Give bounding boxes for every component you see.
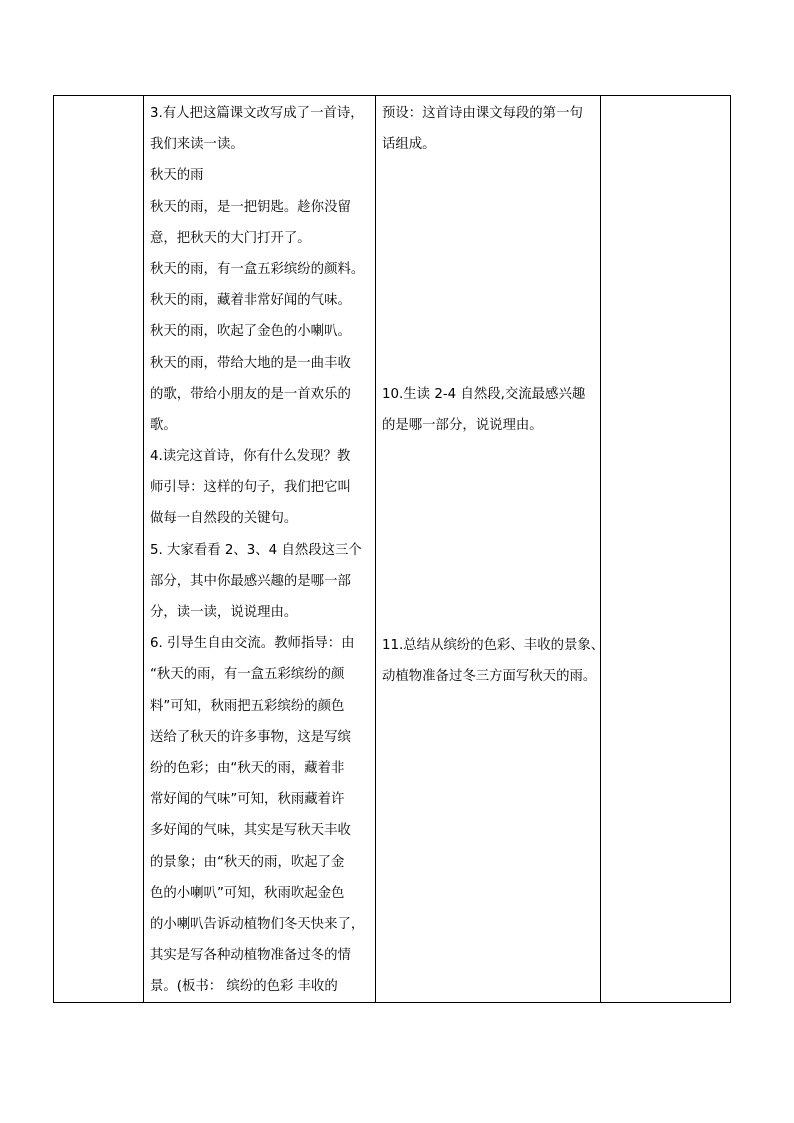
student-step-10-block xyxy=(382,379,598,441)
teacher-line: “秋天的雨，有一盒五彩缤纷的颜 xyxy=(150,667,345,683)
teacher-activity-cell xyxy=(144,96,376,1003)
student-activity-cell xyxy=(376,96,605,1003)
teacher-line: 3.有人把这篇课文改写成了一首诗， xyxy=(150,106,364,121)
teacher-line: 师引导：这样的句子，我们把它叫 xyxy=(150,480,351,496)
teacher-line: 4.读完这首诗，你有什么发现？教 xyxy=(150,449,351,465)
teacher-line: 色的小喇叭”可知，秋雨吹起金色 xyxy=(150,885,345,901)
lesson-plan-table xyxy=(53,95,731,1003)
teacher-line: 歌。 xyxy=(150,417,177,433)
teacher-line: 秋天的雨，带给大地的是一曲丰收 xyxy=(150,355,351,371)
teacher-line: 其实是写各种动植物准备过冬的情 xyxy=(150,948,351,964)
student-step-11-block xyxy=(382,630,605,692)
teacher-line: 的小喇叭告诉动植物们冬天快来了， xyxy=(150,916,365,932)
teacher-line: 秋天的雨，藏着非常好闻的气味。 xyxy=(150,293,351,309)
teacher-line: 的歌，带给小朋友的是一首欢乐的 xyxy=(150,386,351,402)
teacher-line: 多好闻的气味，其实是写秋天丰收 xyxy=(150,823,351,839)
teacher-line: 分，读一读，说说理由。 xyxy=(150,605,298,620)
teacher-line: 常好闻的气味”可知，秋雨藏着许 xyxy=(150,792,345,808)
teacher-line: 景。(板书： 缤纷的色彩 丰收的 xyxy=(150,979,338,995)
teacher-line: 部分，其中你最感兴趣的是哪一部 xyxy=(150,573,351,589)
teacher-line: 送给了秋天的许多事物，这是写缤 xyxy=(150,729,351,745)
student-line: 动植物准备过冬三方面写秋天的雨。 xyxy=(382,669,597,685)
teacher-line: 意，把秋天的大门打开了。 xyxy=(150,230,311,246)
teacher-line: 的景象；由“秋天的雨，吹起了金 xyxy=(150,854,345,870)
student-line: 10.生读 2-4 自然段,交流最感兴趣 xyxy=(382,387,586,402)
teacher-line: 5. 大家看看 2、3、4 自然段这三个 xyxy=(150,542,362,558)
teacher-line: 纷的色彩；由“秋天的雨，藏着非 xyxy=(150,760,345,776)
table-row xyxy=(54,96,731,1003)
student-line: 话组成。 xyxy=(382,137,436,153)
teacher-line: 秋天的雨 xyxy=(150,168,204,184)
teacher-line: 做每一自然段的关键句。 xyxy=(150,511,298,527)
teacher-line: 6. 引导生自由交流。教师指导：由 xyxy=(150,636,355,652)
student-preset-block xyxy=(382,98,598,160)
teacher-line: 料”可知，秋雨把五彩缤纷的颜色 xyxy=(150,698,345,714)
student-line: 预设：这首诗由课文每段的第一句 xyxy=(382,106,583,121)
teacher-line: 秋天的雨，吹起了金色的小喇叭。 xyxy=(150,324,351,340)
step-cell xyxy=(54,96,144,1003)
teacher-line: 秋天的雨，是一把钥匙。趁你没留 xyxy=(150,199,351,215)
design-intent-cell xyxy=(601,96,731,1003)
teacher-line: 我们来读一读。 xyxy=(150,137,244,153)
student-line: 11.总结从缤纷的色彩、丰收的景象、 xyxy=(382,638,605,653)
student-line: 的是哪一部分，说说理由。 xyxy=(382,418,543,434)
teacher-line: 秋天的雨，有一盒五彩缤纷的颜料。 xyxy=(150,261,365,277)
